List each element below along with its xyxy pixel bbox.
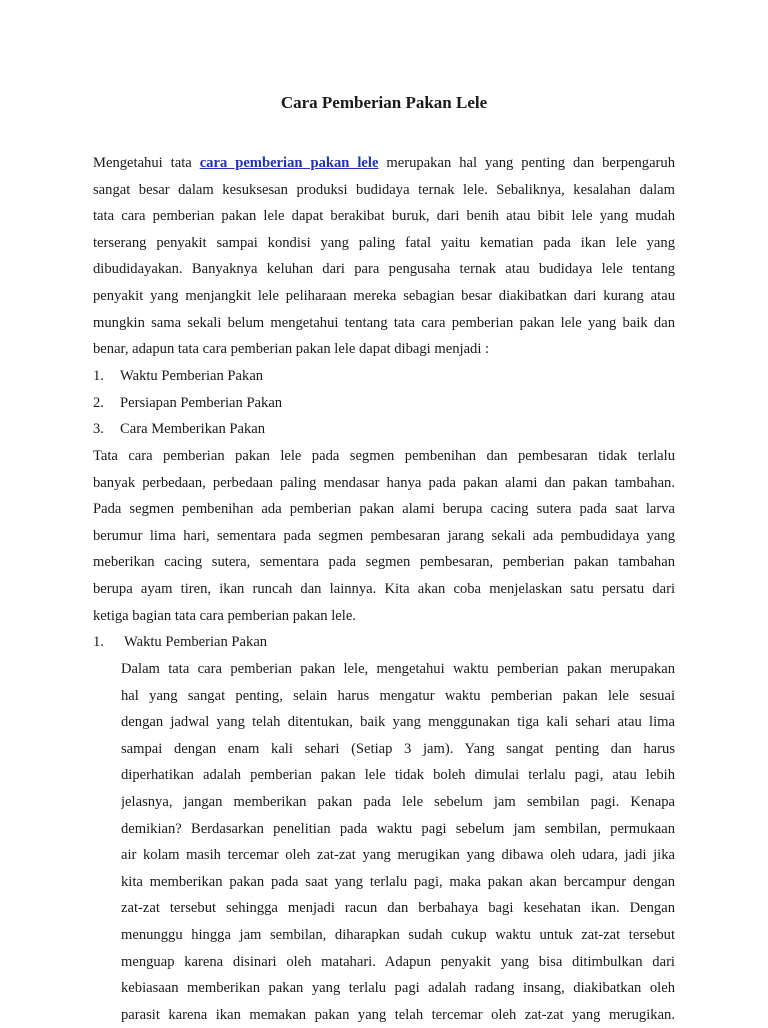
text-line: Tata cara pemberian pakan lele pada segmen pembenihan dan pembesaran tidak terlalu [93, 448, 675, 464]
document-title: Cara Pemberian Pakan Lele [280, 93, 488, 112]
text-line: menguap karena disinari oleh matahari. Adapun penyakit yang bisa ditimbulkan dari [121, 953, 675, 970]
list-text: Waktu Pemberian Pakan [120, 368, 264, 384]
text-line: ketiga bagian tata cara pemberian pakan lele. [93, 607, 356, 624]
paragraph-waktu-pemberian [121, 656, 675, 1028]
text-line: tata cara pemberian pakan lele dapat berakibat buruk, dari benih atau bibit lele yang mudah [93, 208, 675, 225]
numbered-list [93, 363, 675, 443]
text-line: banyak perbedaan, perbedaan paling mendasar hanya pada pakan alami dan pakan tambahan. [93, 474, 675, 491]
section-heading [93, 629, 675, 656]
list-text: Cara Memberikan Pakan [120, 421, 266, 438]
text-line: mungkin sama sekali belum mengetahui tentang tata cara pemberian pakan lele yang baik dan [93, 314, 675, 331]
text-line: menunggu hingga jam sembilan, diharapkan sudah cukup waktu untuk zat-zat tersebut [121, 926, 675, 943]
text-line: diperhatikan adalah pemberian pakan lele tidak boleh dimulai terlalu pagi, atau lebih [121, 767, 675, 784]
text-line: kebiasaan memberikan pakan yang terlalu pagi adalah radang insang, diakibatkan oleh [121, 980, 675, 997]
text-line [93, 150, 675, 177]
list-number: 1. [93, 368, 104, 384]
section-heading-row [93, 629, 675, 656]
text-line: parasit karena ikan memakan pakan yang telah tercemar oleh zat-zat yang merugikan. [121, 1006, 675, 1023]
paragraph-segments [93, 443, 675, 629]
list-item [93, 390, 675, 417]
text-line: sampai dengan enam kali sehari (Setiap 3 jam). Yang sangat penting dan harus [121, 740, 675, 757]
intro-text-before-link: Mengetahui tata [93, 155, 192, 171]
text-line: dibudidayakan. Banyaknya keluhan dari para pengusaha ternak atau budidaya lele tentang [93, 261, 675, 278]
list-number: 2. [93, 394, 104, 411]
text-line: dengan jadwal yang telah ditentukan, baik yang menggunakan tiga kali sehari atau lima [121, 714, 675, 731]
text-line: penyakit yang menjangkit lele peliharaan mereka sebagian besar diakibatkan dari kurang atau [93, 287, 675, 304]
text-line: sangat besar dalam kesuksesan produksi budidaya ternak lele. Sebaliknya, kesalahan dalam [93, 181, 675, 198]
text-line: meberikan cacing sutera, sementara pada segmen pembesaran, pemberian pakan tambahan [93, 554, 675, 571]
text-line: hal yang sangat penting, selain harus mengatur waktu pemberian pakan lele sesuai [121, 687, 675, 704]
text-line: jelasnya, jangan memberikan pakan pada lele sebelum jam sembilan pagi. Kenapa [121, 793, 675, 810]
cara-pemberian-pakan-lele-link[interactable]: cara pemberian pakan lele [199, 155, 379, 171]
text-line: zat-zat tersebut sehingga menjadi racun dan berbahaya bagi kesehatan ikan. Dengan [121, 900, 675, 917]
section-title: Waktu Pemberian Pakan [124, 634, 268, 650]
intro-text-after-link: merupakan hal yang penting dan berpengaruh [386, 155, 675, 171]
text-line: Pada segmen pembenihan ada pemberian pakan alami berupa cacing sutera pada saat larva [93, 501, 675, 518]
text-line: demikian? Berdasarkan penelitian pada waktu pagi sebelum jam sembilan, permukaan [121, 820, 675, 837]
list-text: Persiapan Pemberian Pakan [120, 394, 283, 411]
list-item [93, 416, 675, 443]
intro-paragraph [93, 150, 675, 363]
text-line: benar, adapun tata cara pemberian pakan lele dapat dibagi menjadi : [93, 341, 490, 358]
text-line: berupa ayam tiren, ikan runcah dan lainnya. Kita akan coba menjelaskan satu persatu dari [93, 580, 675, 597]
text-line: kita memberikan pakan pada saat yang terlalu pagi, maka pakan akan bercampur dengan [121, 873, 675, 890]
text-line: Dalam tata cara pemberian pakan lele, mengetahui waktu pemberian pakan merupakan [121, 661, 675, 677]
text-line: terserang penyakit sampai kondisi yang paling fatal yaitu kematian pada ikan lele yang [93, 234, 675, 251]
list-number: 3. [93, 421, 104, 438]
text-line: berumur lima hari, sementara pada segmen pembesaran jarang sekali ada pembudidaya yang [93, 527, 675, 544]
text-line: air kolam masih tercemar oleh zat-zat yang merugikan yang dibawa oleh udara, jadi jika [121, 847, 675, 864]
list-item [93, 363, 675, 390]
section-number: 1. [93, 634, 104, 650]
